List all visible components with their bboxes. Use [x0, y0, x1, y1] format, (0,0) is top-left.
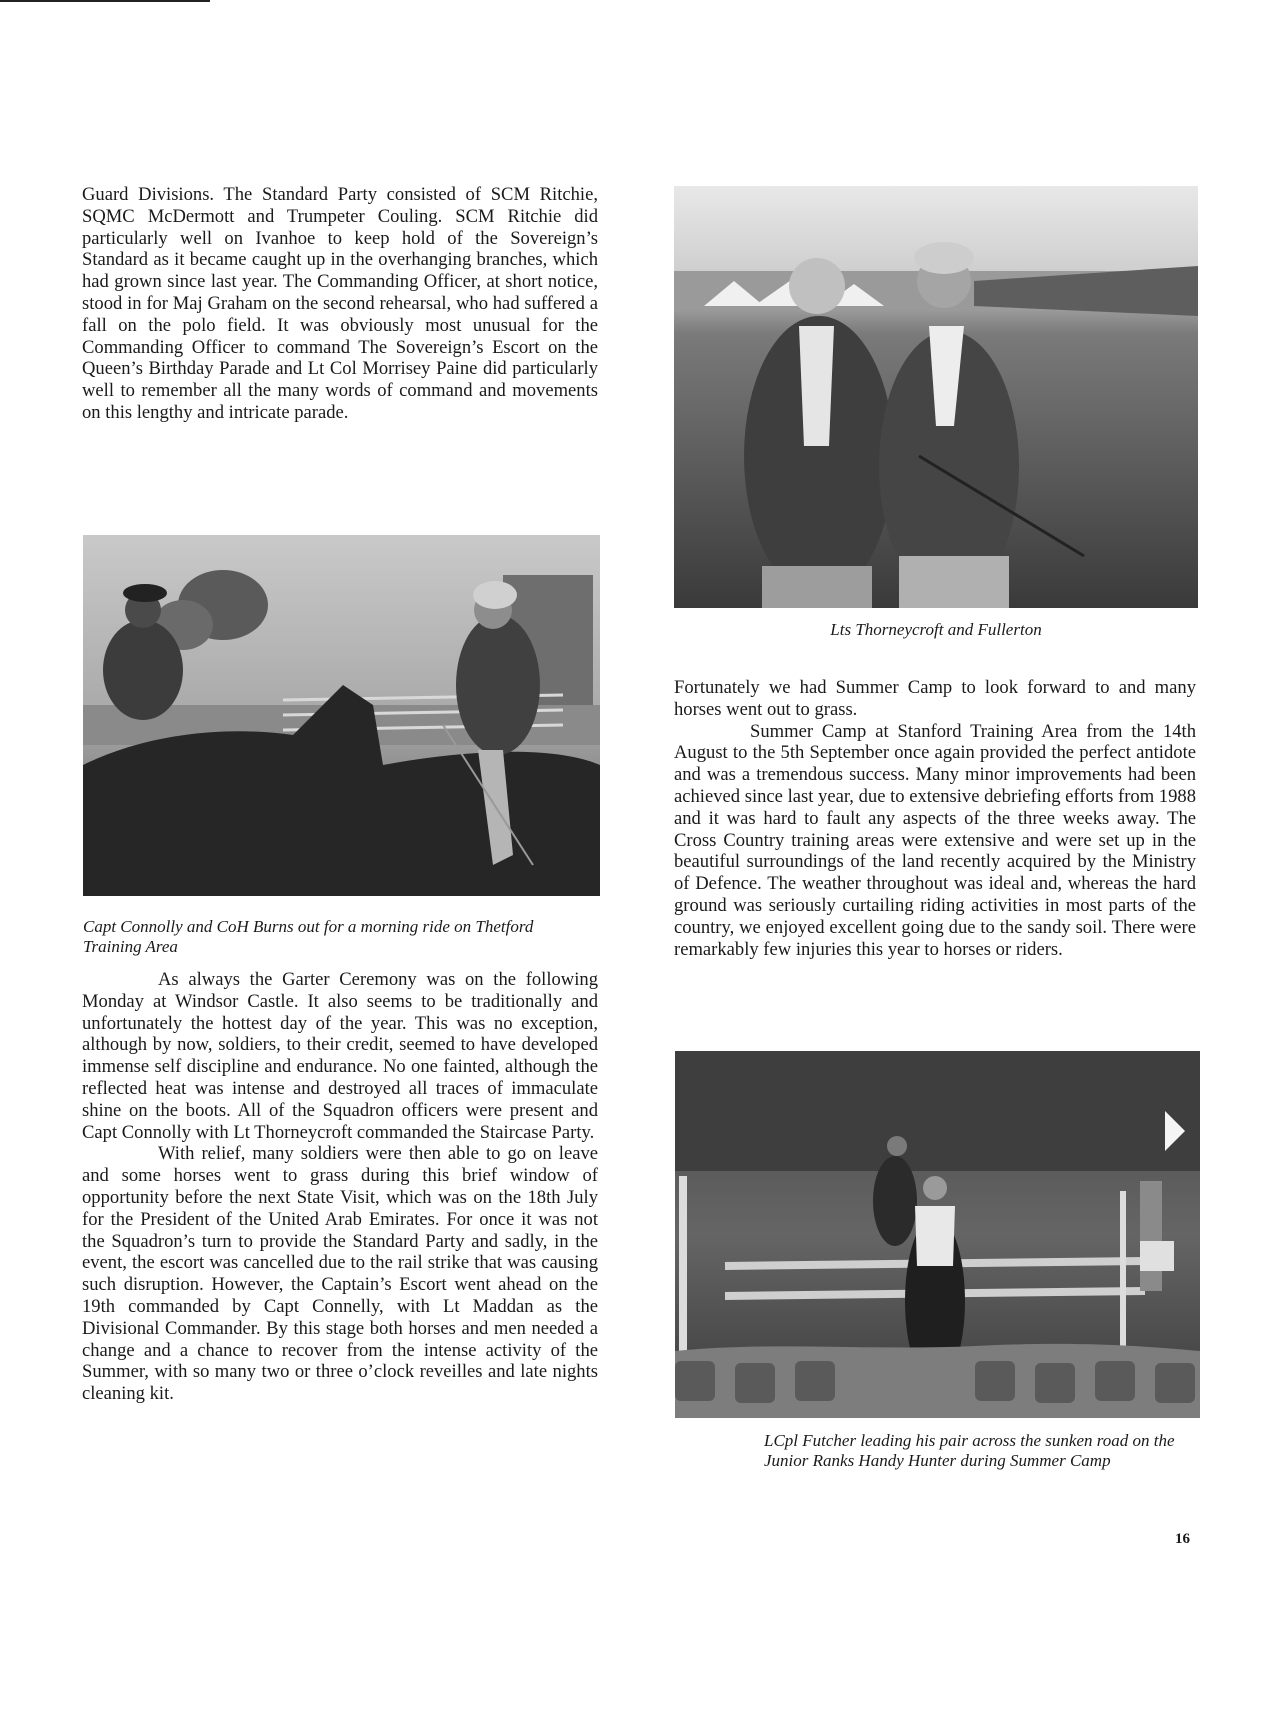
article-paragraph-1: Guard Divisions. The Standard Party consisted of SCM Ritchie, SQMC McDermott and Trumpeter Couling. SCM Ritchie did particularly well on Ivanhoe to keep hold of the Sovereign’s Standard as it became caught up in the overhanging branches, which had grown since last year. The Commanding Officer, at short notice, stood in for Maj Graham on the second rehearsal, who had suffered a fall on the polo field. It was obviously most unusual for the Commanding Officer to command The Sovereign’s Escort on the Queen’s Birthday Parade and Lt Col Morrisey Paine did particularly well to remember all the many words of command and movements on this lengthy and intricate parade. [82, 184, 598, 423]
article-paragraph-4: Fortunately we had Summer Camp to look forward to and many horses went out to grass. [674, 677, 1196, 720]
top-rule [0, 0, 210, 2]
page-number: 16 [1175, 1531, 1190, 1547]
article-paragraph-2: As always the Garter Ceremony was on the following Monday at Windsor Castle. It also seems to be traditionally and unfortunately the hottest day of the year. This was no exception, although by now, soldiers, to their credit, seemed to have developed immense self discipline and endurance. No one fainted, although the reflected heat was intense and destroyed all traces of immaculate shine on the boots. All of the Squadron officers were present and Capt Connolly with Lt Thorneycroft commanded the Staircase Party. [82, 969, 598, 1143]
column-right [674, 677, 1196, 960]
photo-riders-on-horses [83, 535, 600, 896]
column-left-top [82, 184, 598, 424]
article-paragraph-5: Summer Camp at Stanford Training Area from the 14th August to the 5th September once again provided the perfect antidote and was a tremendous success. Many minor improvements had been achieved since last year, due to extensive debriefing efforts from 1988 and it was hard to fault any aspects of the three weeks away. The Cross Country training areas were extensive and were set up in the beautiful surroundings of the land recently acquired by the Ministry of Defence. The weather throughout was ideal and, whereas the hard ground was seriously curtailing riding activities in most parts of the country, we enjoyed excellent going due to the sandy soil. There were remarkably few injuries this year to horses or riders. [674, 720, 1196, 960]
caption-photo-3: LCpl Futcher leading his pair across the sunken road on the Junior Ranks Handy Hunter during Summer Camp [764, 1431, 1175, 1470]
column-left-bottom [82, 969, 598, 1405]
caption-photo-1: Capt Connolly and CoH Burns out for a morning ride on Thetford Training Area [83, 917, 534, 956]
photo-officers-standing [674, 186, 1198, 608]
photo-rider-jump [675, 1051, 1200, 1418]
caption-photo-2: Lts Thorneycroft and Fullerton [830, 620, 1042, 639]
article-paragraph-3: With relief, many soldiers were then able to go on leave and some horses went to grass during this brief window of opportunity before the next State Visit, which was on the 18th July for the President of the United Arab Emirates. For once it was not the Squadron’s turn to provide the Standard Party and sadly, in the event, the escort was cancelled due to the rail strike that was causing such disruption. However, the Captain’s Escort went ahead on the 19th commanded by Capt Connelly, with Lt Maddan as the Divisional Commander. By this stage both horses and men needed a change and a chance to recover from the intense activity of the Summer, with so many two or three o’clock reveilles and late nights cleaning kit. [82, 1143, 598, 1405]
